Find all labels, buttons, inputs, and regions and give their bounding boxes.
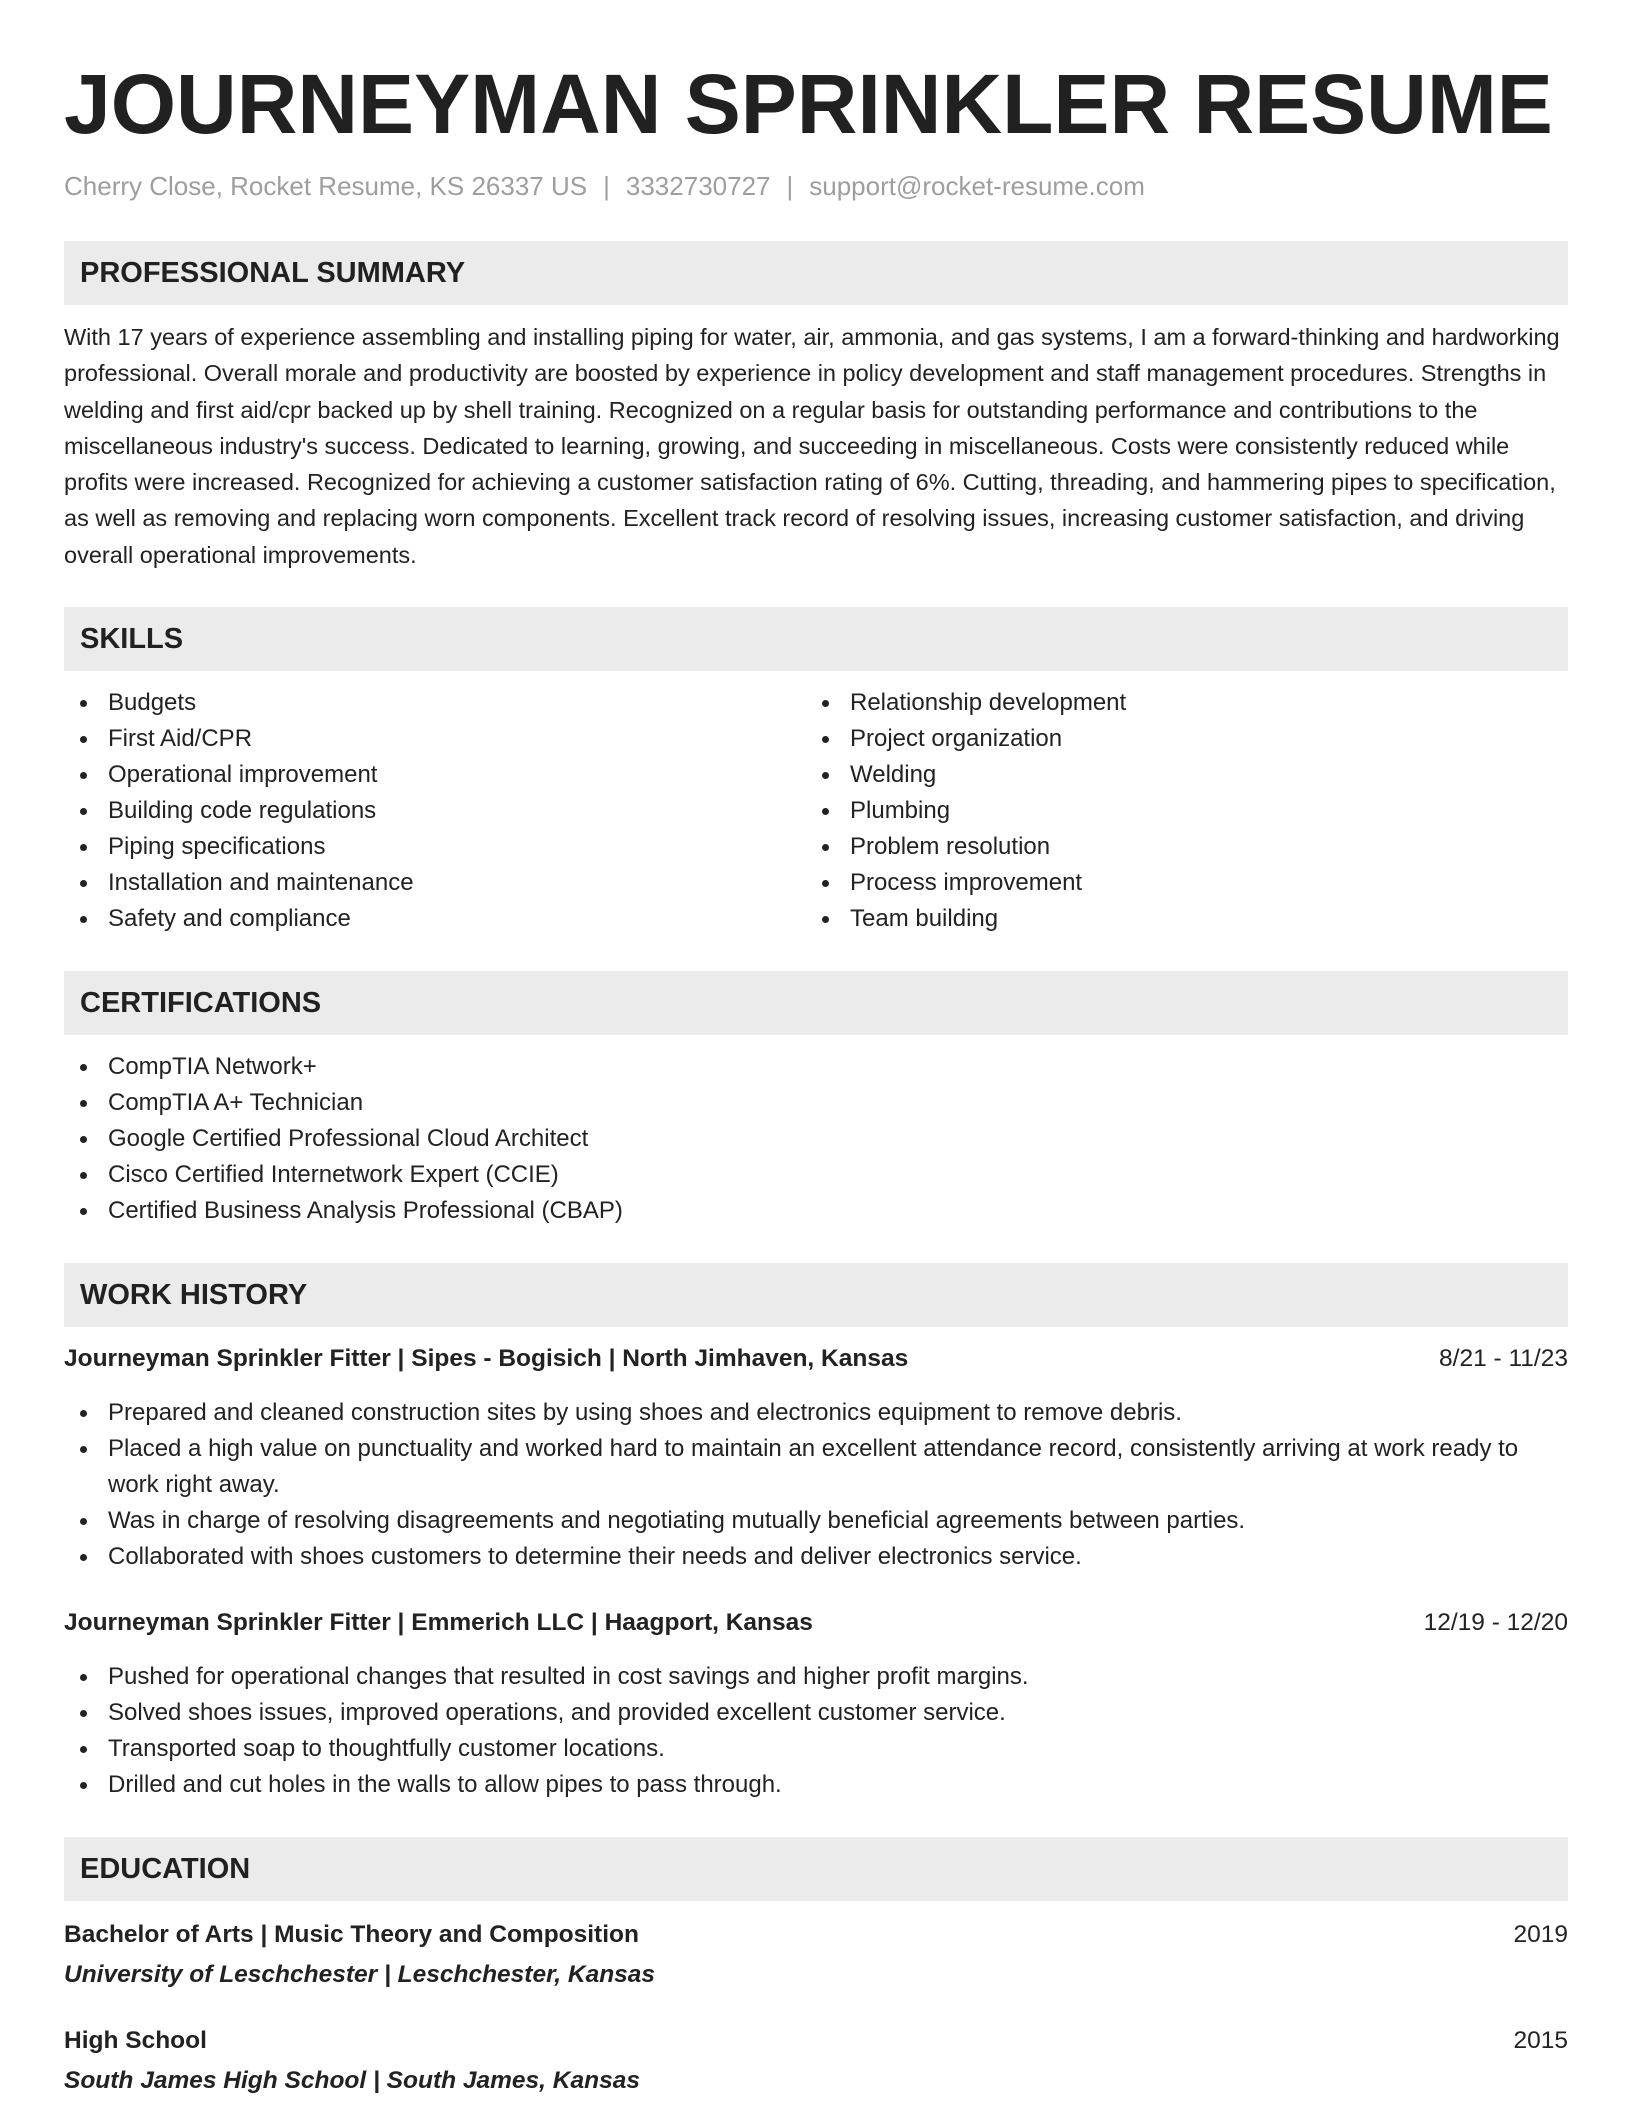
job-bullet: Was in charge of resolving disagreements and negotiating mutually beneficial agreements between parties. bbox=[64, 1503, 1568, 1539]
skill-item: Installation and maintenance bbox=[64, 865, 806, 901]
certification-item: CompTIA A+ Technician bbox=[64, 1085, 1568, 1121]
certification-item: Certified Business Analysis Professional (CBAP) bbox=[64, 1193, 1568, 1229]
education-header bbox=[64, 1917, 1568, 1953]
certification-item: CompTIA Network+ bbox=[64, 1049, 1568, 1085]
skill-item: Relationship development bbox=[806, 685, 1548, 721]
skill-item: Project organization bbox=[806, 721, 1548, 757]
education-degree: High School bbox=[64, 2027, 207, 2055]
education-year: 2019 bbox=[1513, 1921, 1568, 1949]
certification-item: Cisco Certified Internetwork Expert (CCIE) bbox=[64, 1157, 1568, 1193]
email: support@rocket-resume.com bbox=[809, 171, 1145, 201]
skill-item: Welding bbox=[806, 757, 1548, 793]
section-heading-summary: PROFESSIONAL SUMMARY bbox=[64, 241, 1568, 305]
job-bullet: Placed a high value on punctuality and worked hard to maintain an excellent attendance record, consistently arriving at work ready to work right away. bbox=[64, 1431, 1568, 1503]
job-entry bbox=[64, 1341, 1568, 1575]
skills-list bbox=[64, 685, 1568, 937]
separator: | bbox=[603, 171, 610, 201]
education-header bbox=[64, 2023, 1568, 2059]
job-header bbox=[64, 1341, 1568, 1377]
skill-item: Problem resolution bbox=[806, 829, 1548, 865]
job-dates: 8/21 - 11/23 bbox=[1439, 1345, 1568, 1373]
skill-item: Building code regulations bbox=[64, 793, 806, 829]
section-heading-work-history: WORK HISTORY bbox=[64, 1263, 1568, 1327]
resume-page bbox=[64, 0, 1568, 2099]
job-title: Journeyman Sprinkler Fitter | Sipes - Bogisich | North Jimhaven, Kansas bbox=[64, 1345, 909, 1373]
address: Cherry Close, Rocket Resume, KS 26337 US bbox=[64, 171, 588, 201]
job-bullet: Solved shoes issues, improved operations, and provided excellent customer service. bbox=[64, 1695, 1568, 1731]
skills-column-left bbox=[64, 685, 806, 937]
education-school: University of Leschchester | Leschchester, Kansas bbox=[64, 1961, 656, 1989]
job-bullet: Prepared and cleaned construction sites by using shoes and electronics equipment to remove debris. bbox=[64, 1395, 1568, 1431]
section-heading-certifications: CERTIFICATIONS bbox=[64, 971, 1568, 1035]
job-bullets bbox=[64, 1395, 1568, 1575]
skills-column-right bbox=[806, 685, 1548, 937]
skill-item: Operational improvement bbox=[64, 757, 806, 793]
certifications-list bbox=[64, 1049, 1568, 1229]
skill-item: First Aid/CPR bbox=[64, 721, 806, 757]
education-school: South James High School | South James, Kansas bbox=[64, 2067, 640, 2095]
section-heading-education: EDUCATION bbox=[64, 1837, 1568, 1901]
separator: | bbox=[786, 171, 794, 201]
education-entry bbox=[64, 2023, 1568, 2099]
job-entry bbox=[64, 1605, 1568, 1803]
education-year: 2015 bbox=[1513, 2027, 1568, 2055]
job-bullets bbox=[64, 1659, 1568, 1803]
skill-item: Safety and compliance bbox=[64, 901, 806, 937]
phone: 3332730727 bbox=[625, 171, 771, 201]
education-degree: Bachelor of Arts | Music Theory and Composition bbox=[64, 1921, 639, 1949]
skill-item: Piping specifications bbox=[64, 829, 806, 865]
education-entry bbox=[64, 1917, 1568, 1993]
job-bullet: Collaborated with shoes customers to determine their needs and deliver electronics service. bbox=[64, 1539, 1568, 1575]
job-title: Journeyman Sprinkler Fitter | Emmerich LLC | Haagport, Kansas bbox=[64, 1609, 813, 1637]
job-dates: 12/19 - 12/20 bbox=[1423, 1609, 1568, 1637]
skill-item: Budgets bbox=[64, 685, 806, 721]
certification-item: Google Certified Professional Cloud Architect bbox=[64, 1121, 1568, 1157]
contact-line bbox=[64, 168, 1568, 204]
summary-text: With 17 years of experience assembling and installing piping for water, air, ammonia, and gas systems, I am a forward-thinking and hardworking professional. Overall morale and productivity are boosted by experience in policy development and staff management procedures. Strengths in welding and first aid/cpr backed up by shell training. Recognized on a regular basis for outstanding performance and contributions to the miscellaneous industry's success. Dedicated to learning, growing, and succeeding in miscellaneous. Costs were consistently reduced while profits were increased. Recognized for achieving a customer satisfaction rating of 6%. Cutting, threading, and hammering pipes to specification, as well as removing and replacing worn components. Excellent track record of resolving issues, increasing customer satisfaction, and driving overall operational improvements. bbox=[64, 324, 1560, 568]
job-header bbox=[64, 1605, 1568, 1641]
skill-item: Process improvement bbox=[806, 865, 1548, 901]
job-bullet: Drilled and cut holes in the walls to allow pipes to pass through. bbox=[64, 1767, 1568, 1803]
job-bullet: Pushed for operational changes that resulted in cost savings and higher profit margins. bbox=[64, 1659, 1568, 1695]
section-heading-skills: SKILLS bbox=[64, 607, 1568, 671]
skill-item: Team building bbox=[806, 901, 1548, 937]
job-bullet: Transported soap to thoughtfully customer locations. bbox=[64, 1731, 1568, 1767]
resume-title: JOURNEYMAN SPRINKLER RESUME bbox=[64, 57, 1553, 151]
skill-item: Plumbing bbox=[806, 793, 1548, 829]
